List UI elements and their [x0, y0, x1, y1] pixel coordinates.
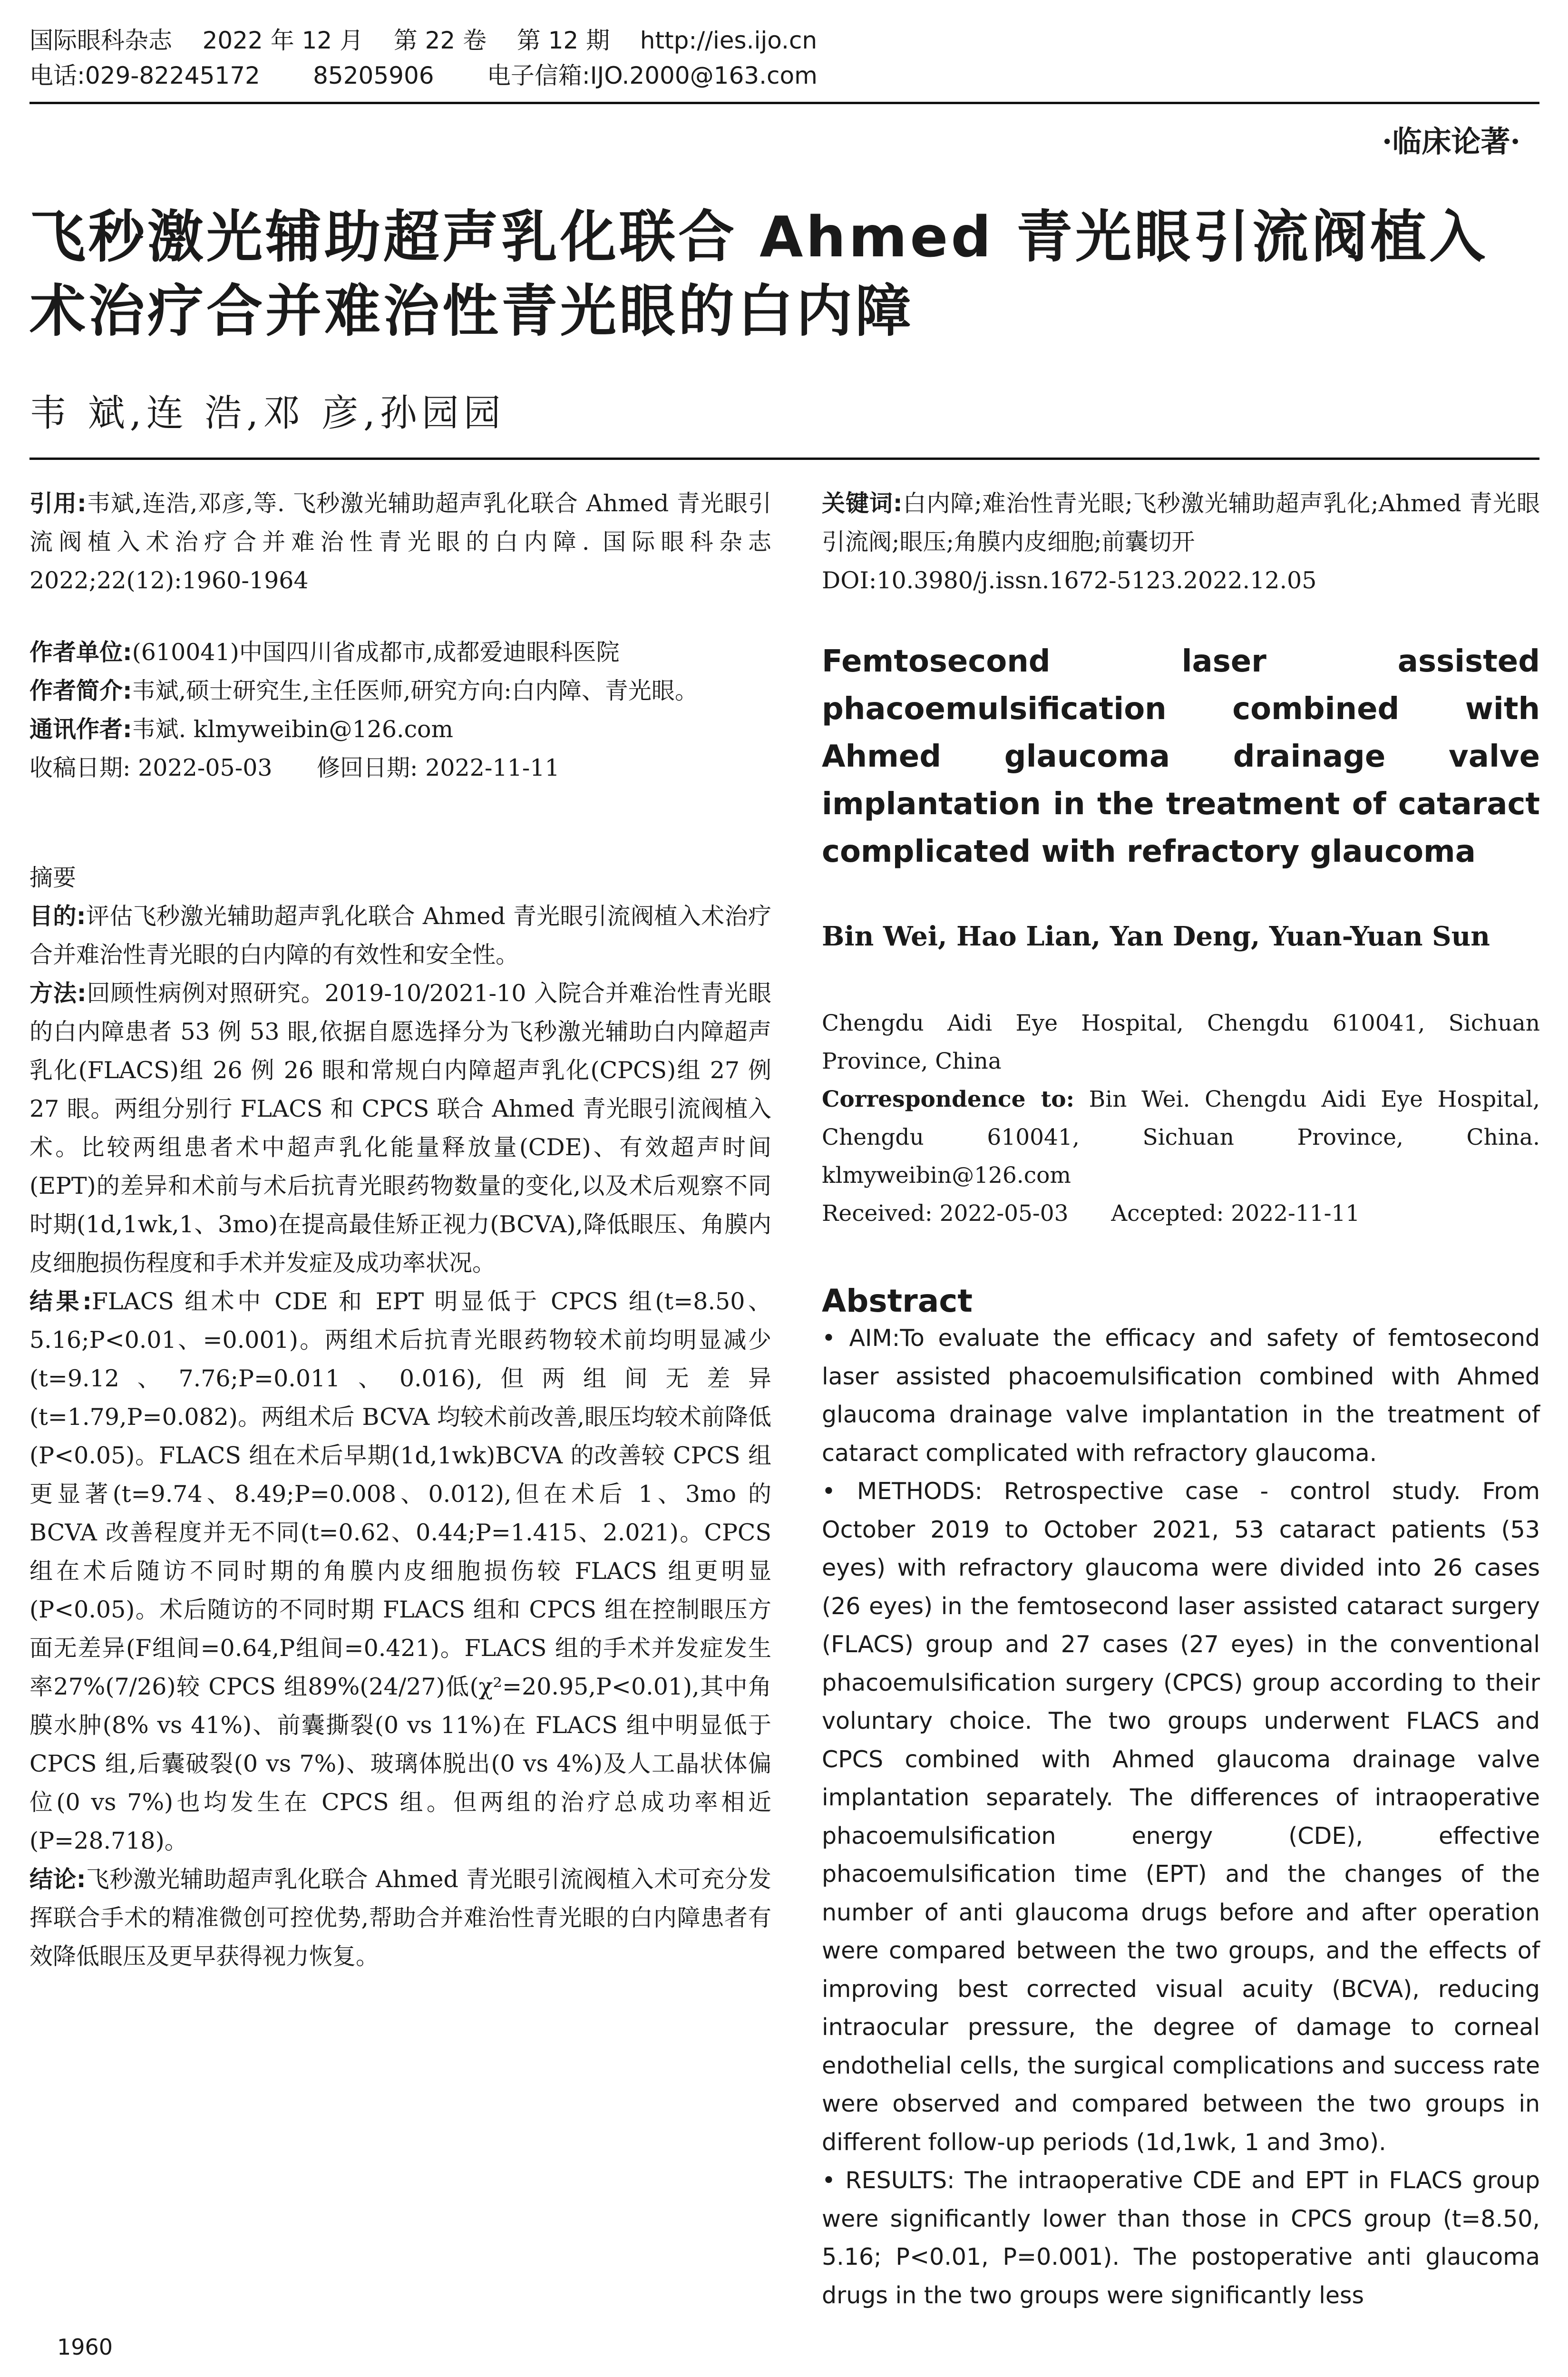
english-authors: Bin Wei, Hao Lian, Yan Deng, Yuan-Yuan Sun [822, 921, 1490, 952]
english-title: Femtosecond laser assisted phacoemulsification combined with Ahmed glaucoma drainage valve implantation in the treatment of cataract complicated with refractory glaucoma [822, 644, 1540, 869]
header-rule [29, 102, 1539, 104]
issue-date: 2022 年 12 月 [202, 27, 364, 54]
english-affiliation: Chengdu Aidi Eye Hospital, Chengdu 610041, Sichuan Province, China [822, 1010, 1540, 1074]
affiliation-label: 作者单位: [29, 639, 132, 666]
manuscript-dates: 收稿日期: 2022-05-03 修回日期: 2022-11-11 [29, 754, 560, 781]
aim-text: 评估飞秒激光辅助超声乳化联合 Ahmed 青光眼引流阀植入术治疗合并难治性青光眼的白内障的有效性和安全性。 [29, 903, 771, 968]
received-accepted: Received: 2022-05-03 Accepted: 2022-11-11 [822, 1200, 1360, 1227]
aim-text-en: To evaluate the efficacy and safety of femtosecond laser assisted phacoemulsification combined with Ahmed glaucoma drainage valve implantation in the treatment of cataract complicated with refractory glaucoma. [822, 1325, 1540, 1467]
methods-label-en: • METHODS: [822, 1478, 983, 1505]
keywords [822, 484, 1540, 561]
correspondence-text[interactable]: Bin Wei. Chengdu Aidi Eye Hospital, Chengdu 610041, Sichuan Province, China. klmyweibin@126.com [822, 1086, 1540, 1188]
page-number: 1960 [57, 2334, 113, 2360]
authors-cn: 韦 斌,连 浩,邓 彦,孙园园 [29, 392, 506, 435]
results-text-en: The intraoperative CDE and EPT in FLACS group were significantly lower than those in CPCS group (t=8.50, 5.16; P<0.01, P=0.001). The postoperative anti glaucoma drugs in the two groups were significantly less [822, 2167, 1540, 2309]
aim-label: 目的: [29, 903, 86, 930]
affiliation-text: (610041)中国四川省成都市,成都爱迪眼科医院 [132, 639, 620, 666]
issue-number: 第 12 期 [516, 27, 610, 54]
abstract-aim-en [822, 1319, 1540, 1472]
conclusion-label: 结论: [29, 1866, 86, 1893]
contact-line [29, 58, 1539, 93]
journal-info-line [29, 23, 1539, 58]
section-tag: ·临床论著· [1382, 124, 1520, 159]
title-rule [29, 458, 1539, 460]
correspondence-label: Correspondence to: [822, 1086, 1074, 1112]
aim-label-en: • AIM: [822, 1325, 900, 1352]
abstract-aim [29, 897, 771, 974]
english-correspondence [822, 1081, 1540, 1195]
left-column [29, 484, 771, 1976]
corresponding-author [29, 710, 771, 749]
title-line-2: 术治疗合并难治性青光眼的白内障 [29, 278, 915, 344]
right-column [822, 484, 1540, 2315]
methods-text-en: Retrospective case - control study. From October 2019 to October 2021, 53 cataract patients (53 eyes) with refractory glaucoma were divided into 26 cases (26 eyes) in the femtosecond laser assisted cataract surgery (FLACS) group and 27 cases (27 eyes) in the conventional phacoemulsification surgery (CPCS) group according to their voluntary choice. The two groups underwent FLACS and CPCS combined with Ahmed glaucoma drainage valve implantation separately. The differences of intraoperative phacoemulsification energy (CDE), effective phacoemulsification time (EPT) and the changes of the number of anti glaucoma drugs before and after operation were compared between the two groups, and the effects of improving best corrected visual acuity (BCVA), reducing intraocular pressure, the degree of damage to corneal endothelial cells, the surgical complications and success rate were observed and compared between the two groups in different follow-up periods (1d,1wk, 1 and 3mo). [822, 1478, 1540, 2156]
keywords-label: 关键词: [822, 490, 903, 517]
title-line-1: 飞秒激光辅助超声乳化联合 Ahmed 青光眼引流阀植入 [29, 204, 1488, 270]
abstract-methods-en [822, 1472, 1540, 2162]
abstract-heading: Abstract [822, 1283, 973, 1319]
citation-text: 韦斌,连浩,邓彦,等. 飞秒激光辅助超声乳化联合 Ahmed 青光眼引流阀植入术治疗合并难治性青光眼的白内障. 国际眼科杂志 2022;22(12):1960-1964 [29, 490, 771, 594]
abstract-methods [29, 974, 771, 1282]
abstract-results [29, 1282, 771, 1860]
abstract-conclusion [29, 1860, 771, 1976]
citation [29, 484, 771, 600]
conclusion-text: 飞秒激光辅助超声乳化联合 Ahmed 青光眼引流阀植入术可充分发挥联合手术的精准微创可控优势,帮助合并难治性青光眼的白内障患者有效降低眼压及更早获得视力恢复。 [29, 1866, 771, 1970]
results-label: 结果: [29, 1288, 92, 1315]
corresponding-label: 通讯作者: [29, 716, 132, 743]
results-text: FLACS 组术中 CDE 和 EPT 明显低于 CPCS 组(t=8.50、5.16;P<0.01、=0.001)。两组术后抗青光眼药物较术前均明显减少(t=9.12、7.76;P=0.011、0.016),但两组间无差异(t=1.79,P=0.082)。两组术后 BCVA 均较术前改善,眼压均较术前降低(P<0.05)。FLACS 组在术后早期(1d,1wk)BCVA 的改善较 CPCS 组更显著(t=9.74、8.49;P=0.008、0.012),但在术后 1、3mo 的 BCVA 改善程度并无不同(t=0.62、0.44;P=1.415、2.021)。CPCS 组在术后随访不同时期的角膜内皮细胞损伤较 FLACS 组更明显(P<0.05)。术后随访的不同时期 FLACS 组和 CPCS 组在控制眼压方面无差异(F组间=0.64,P组间=0.421)。FLACS 组的手术并发症发生率27%(7/26)较 CPCS 组89%(24/27)低(χ²=20.95,P<0.01),其中角膜水肿(8% vs 41%)、前囊撕裂(0 vs 11%)在 FLACS 组中明显低于 CPCS 组,后囊破裂(0 vs 7%)、玻璃体脱出(0 vs 4%)及人工晶状体偏位(0 vs 7%)也均发生在 CPCS 组。但两组的治疗总成功率相近(P=28.718)。 [29, 1288, 771, 1854]
author-bio [29, 672, 771, 710]
bio-label: 作者简介: [29, 677, 132, 704]
keywords-text: 白内障;难治性青光眼;飞秒激光辅助超声乳化;Ahmed 青光眼引流阀;眼压;角膜内皮细胞;前囊切开 [822, 490, 1540, 555]
citation-label: 引用: [29, 490, 87, 517]
journal-name: 国际眼科杂志 [29, 27, 172, 54]
doi[interactable]: DOI:10.3980/j.issn.1672-5123.2022.12.05 [822, 567, 1317, 594]
phone: 电话:029-82245172 [29, 62, 260, 89]
results-label-en: • RESULTS: [822, 2167, 955, 2194]
methods-label: 方法: [29, 980, 87, 1007]
affiliation [29, 633, 771, 672]
contact-email[interactable]: 电子信箱:IJO.2000@163.com [487, 62, 818, 89]
journal-url[interactable]: http://ies.ijo.cn [640, 27, 818, 54]
methods-text: 回顾性病例对照研究。2019-10/2021-10 入院合并难治性青光眼的白内障患者 53 例 53 眼,依据自愿选择分为飞秒激光辅助白内障超声乳化(FLACS)组 26 例 26 眼和常规白内障超声乳化(CPCS)组 27 例 27 眼。两组分别行 FLACS 和 CPCS 联合 Ahmed 青光眼引流阀植入术。比较两组患者术中超声乳化能量释放量(CDE)、有效超声时间(EPT)的差异和术前与术后抗青光眼药物数量的变化,以及术后观察不同时期(1d,1wk,1、3mo)在提高最佳矫正视力(BCVA),降低眼压、角膜内皮细胞损伤程度和手术并发症及成功率状况。 [29, 980, 771, 1276]
article-title [29, 200, 1539, 348]
running-header [29, 23, 1539, 104]
fax: 85205906 [313, 62, 434, 89]
abstract-heading-cn: 摘要 [29, 864, 77, 891]
volume: 第 22 卷 [393, 27, 487, 54]
abstract-results-en [822, 2162, 1540, 2315]
bio-text: 韦斌,硕士研究生,主任医师,研究方向:白内障、青光眼。 [132, 677, 698, 704]
corresponding-text[interactable]: 韦斌. klmyweibin@126.com [132, 716, 453, 743]
